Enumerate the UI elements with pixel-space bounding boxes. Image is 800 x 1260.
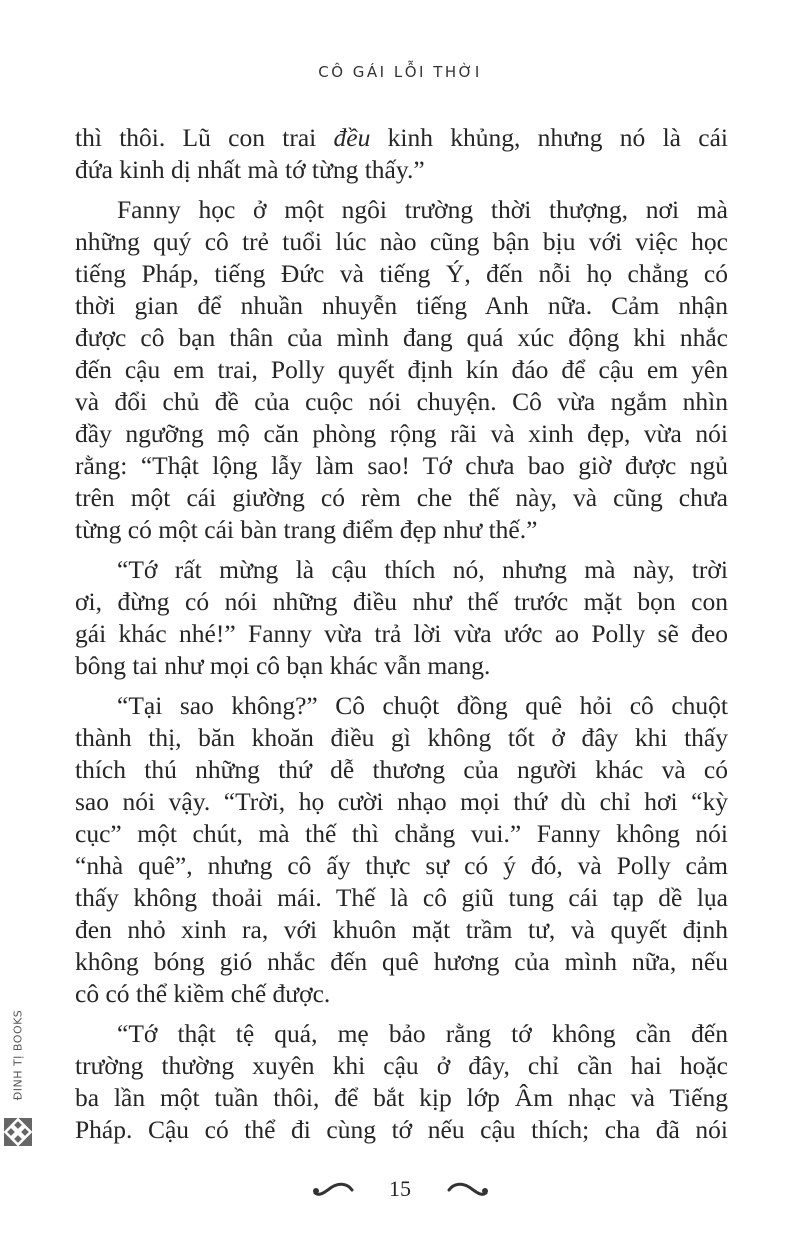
text-line: những quý cô trẻ tuổi lúc nào cũng bận bịu với việc học: [75, 227, 728, 256]
text-line: đứa kinh dị nhất mà tớ từng thấy.”: [75, 155, 425, 184]
paragraph: [75, 122, 728, 186]
text-line: ba lần một tuần thôi, để bắt kịp lớp Âm nhạc và Tiếng: [75, 1083, 728, 1112]
text-line: Pháp. Cậu có thể đi cùng tớ nếu cậu thích; cha đã nói: [75, 1115, 728, 1144]
text-line: sao nói vậy. “Trời, họ cười nhạo mọi thứ dù chỉ hơi “kỳ: [75, 787, 728, 816]
paragraph: [75, 690, 728, 1010]
text-line: không bóng gió nhắc đến quê hương của mình nữa, nếu: [75, 947, 728, 976]
text-line: từng có một cái bàn trang điểm đẹp như thế.”: [75, 515, 538, 544]
emphasis-text: đều: [333, 123, 371, 152]
text-line: bông tai như mọi cô bạn khác vẫn mang.: [75, 651, 491, 680]
text-line: trường thường xuyên khi cậu ở đây, chỉ cần hai hoặc: [75, 1051, 728, 1080]
text-line: cô có thể kiềm chế được.: [75, 979, 331, 1008]
running-header: CÔ GÁI LỖI THỜI: [318, 63, 482, 81]
paragraph: [75, 1018, 728, 1146]
text-line: tiếng Pháp, tiếng Đức và tiếng Ý, đến nỗi họ chẳng có: [75, 259, 728, 288]
text-line: “Tại sao không?” Cô chuột đồng quê hỏi cô chuột: [117, 691, 728, 720]
text-line: cục” một chút, mà thế thì chẳng vui.” Fanny không nói: [75, 819, 728, 848]
swash-right-icon: [445, 1181, 489, 1197]
text-line: được cô bạn thân của mình đang quá xúc động khi nhắc: [75, 323, 728, 352]
publisher-name: ĐINH TỊ BOOKS: [11, 1009, 25, 1101]
text-line: “Tớ rất mừng là cậu thích nó, nhưng mà này, trời: [117, 555, 728, 584]
text-line: thời gian để nhuần nhuyễn tiếng Anh nữa. Cảm nhận: [75, 291, 728, 320]
text-line: đen nhỏ xinh ra, với khuôn mặt trầm tư, và quyết định: [75, 915, 728, 944]
text-line: gái khác nhé!” Fanny vừa trả lời vừa ước ao Polly sẽ đeo: [75, 619, 728, 648]
text-line: “nhà quê”, nhưng cô ấy thực sự có ý đó, và Polly cảm: [75, 851, 728, 880]
paragraph: [75, 194, 728, 546]
page-footer: [0, 1174, 800, 1202]
text-line: và đổi chủ đề của cuộc nói chuyện. Cô vừa ngắm nhìn: [75, 387, 728, 416]
page-number: 15: [389, 1175, 411, 1201]
text-run: thì thôi. Lũ con trai: [75, 123, 334, 152]
body-text: [75, 122, 728, 1154]
text-line: ơi, đừng có nói những điều như thế trước mặt bọn con: [75, 587, 728, 616]
text-line: thấy không thoải mái. Thế là cô giũ tung cái tạp dề lụa: [75, 883, 728, 912]
text-run: kinh khủng, nhưng nó là cái: [370, 123, 728, 152]
diamond-knot-icon: [4, 1118, 32, 1146]
text-line: thành thị, băn khoăn điều gì không tốt ở đây khi thấy: [75, 723, 728, 752]
text-line: [75, 122, 728, 154]
swash-left-icon: [312, 1181, 356, 1197]
text-line: đến cậu em trai, Polly quyết định kín đáo để cậu em yên: [75, 355, 728, 384]
text-line: rằng: “Thật lộng lẫy làm sao! Tớ chưa bao giờ được ngủ: [75, 451, 728, 480]
text-line: “Tớ thật tệ quá, mẹ bảo rằng tớ không cần đến: [117, 1019, 728, 1048]
paragraph: [75, 554, 728, 682]
text-line: đầy ngưỡng mộ căn phòng rộng rãi và xinh đẹp, vừa nói: [75, 419, 728, 448]
text-line: thích thú những thứ dễ thương của người khác và có: [75, 755, 728, 784]
text-line: Fanny học ở một ngôi trường thời thượng, nơi mà: [117, 195, 728, 224]
text-line: trên một cái giường có rèm che thế này, và cũng chưa: [75, 483, 728, 512]
